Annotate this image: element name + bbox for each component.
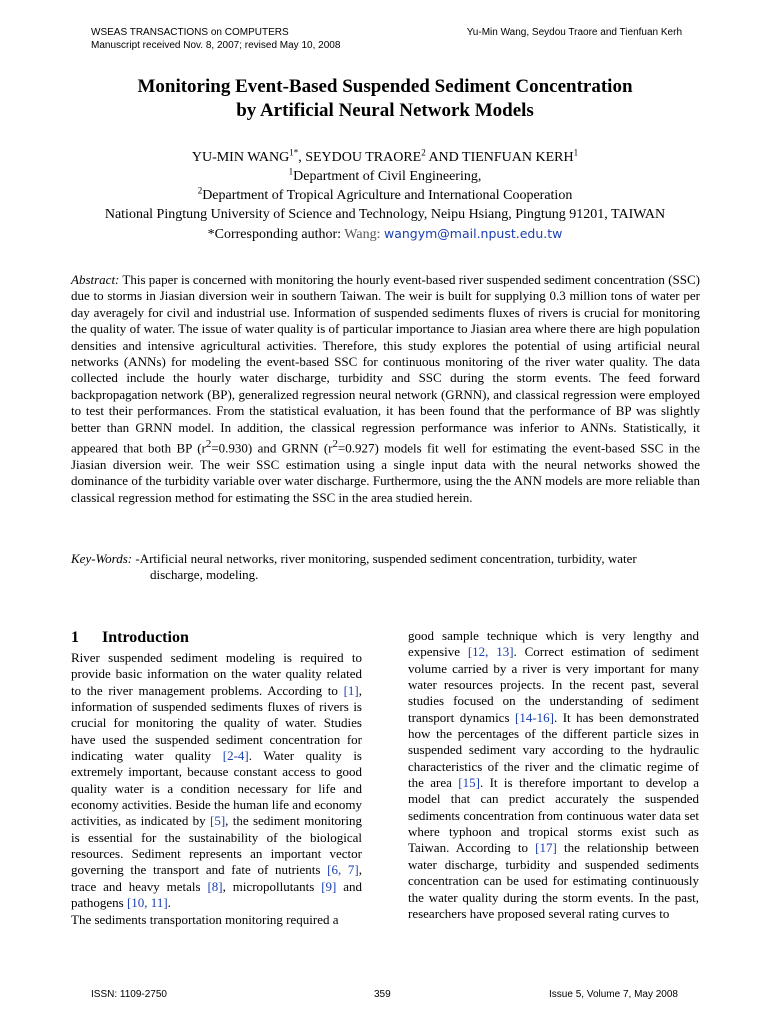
author-2: , SEYDOU TRAORE <box>298 150 422 165</box>
author-3-mark: 1 <box>573 147 579 158</box>
affiliation-2-mark: 2 <box>197 185 203 196</box>
body-text: the relationship between water discharge, turbidity and suspended sediments concentration can be used for estimating continuously the water quality during the storm events. In the past, researchers have proposed several rating curves to <box>408 840 699 921</box>
keywords-line-1 <box>71 551 700 567</box>
body-text: . It is therefore important to develop a model that can predict accurately the suspended sediments concentration from continuous water data set where typhoon and tropical storms exist such as Taiwan. According to <box>408 775 699 856</box>
intro-paragraph-1 <box>71 650 362 912</box>
corresponding-name: Wang: <box>344 227 384 242</box>
keywords-label: Key-Words: <box>71 551 133 566</box>
section-number: 1 <box>71 629 79 646</box>
citation-link[interactable]: [10, 11] <box>126 895 168 911</box>
abstract-text <box>71 272 700 506</box>
section-heading <box>71 628 362 648</box>
body-text: and pathogens <box>71 878 362 911</box>
footer-issue: Issue 5, Volume 7, May 2008 <box>549 989 678 1000</box>
citation-link[interactable]: [14-16] <box>515 709 554 725</box>
citation-link[interactable]: [17] <box>535 840 557 856</box>
author-3: AND TIENFUAN KERH <box>425 150 574 165</box>
paper-title <box>0 75 770 123</box>
author-1-mark: 1* <box>289 147 299 158</box>
abstract-sup-2: 2 <box>332 438 338 451</box>
author-1: YU-MIN WANG <box>191 150 290 165</box>
body-text: . Correct estimation of sediment volume carried by a river is very important for many water resources projects. In the recent past, several studies focused on the understanding of sediment transport dynamics <box>408 644 699 725</box>
citation-link[interactable]: [9] <box>321 878 337 894</box>
keywords-text-1: -Artificial neural networks, river monitoring, suspended sediment concentration, turbidity, water <box>132 551 637 566</box>
keywords-line-2: discharge, modeling. <box>150 567 259 583</box>
corresponding-label: *Corresponding author: <box>207 227 345 242</box>
corresponding-author <box>0 224 770 244</box>
abstract <box>71 272 700 506</box>
footer-issn: ISSN: 1109-2750 <box>91 989 167 1000</box>
citation-link[interactable]: [15] <box>458 775 480 791</box>
body-text: . Water quality is extremely important, because constant access to good quality water is a condition necessary for life and economy activities. Beside the human life and economy activities, as indicated by <box>71 748 362 829</box>
affiliation-1-text: Department of Civil Engineering, <box>293 169 482 184</box>
affiliation-2 <box>0 186 770 205</box>
intro-paragraph-continued <box>408 628 699 922</box>
received-date: Manuscript received Nov. 8, 2007; revised May 10, 2008 <box>91 40 341 51</box>
body-text: , trace and heavy metals <box>71 862 362 894</box>
affiliation-2-text: Department of Tropical Agriculture and International Cooperation <box>202 188 573 203</box>
right-column <box>408 628 699 922</box>
running-header-authors: Yu-Min Wang, Seydou Traore and Tienfuan Kerh <box>466 27 682 38</box>
body-text: , micropollutants <box>222 878 322 894</box>
footer-page-number: 359 <box>374 989 391 1000</box>
body-text: , the sediment monitoring is essential for the sustainability of the biological resources. Sediment represents an important vector governing the transport and fate of nutrients <box>71 813 362 878</box>
email-link[interactable]: wangym@mail.npust.edu.tw <box>383 226 563 241</box>
running-header-left <box>91 26 340 52</box>
body-text: , information of suspended sediments fluxes of rivers is crucial for monitoring the quality of water. Studies have used the suspended sediment concentration for indicating water quality <box>71 682 362 764</box>
left-column <box>71 628 362 928</box>
affiliation-3: National Pingtung University of Science and Technology, Neipu Hsiang, Pingtung 91201, TAIWAN <box>104 207 666 222</box>
citation-link[interactable]: [5] <box>209 813 226 829</box>
citation-link[interactable]: [1] <box>343 682 359 698</box>
body-text: . It has been demonstrated how the percentages of the different particle sizes in suspended sediment vary according to the hydraulic characteristics of the river and the climatic regime of the area <box>408 709 699 791</box>
abstract-label: Abstract: <box>71 272 120 287</box>
affiliation-1 <box>0 167 770 186</box>
abstract-sup-1: 2 <box>205 438 212 451</box>
author-2-mark: 2 <box>421 147 426 158</box>
citation-link[interactable]: [2-4] <box>222 748 249 764</box>
journal-name: WSEAS TRANSACTIONS on COMPUTERS <box>91 27 289 38</box>
title-line-2: by Artificial Neural Network Models <box>236 100 534 121</box>
abstract-part-2: =0.930) and GRNN (r <box>211 440 333 456</box>
abstract-part-1: This paper is concerned with monitoring the hourly event-based river suspended sediment concentration (SSC) due to storms in Jiasian diversion weir in southern Taiwan. The weir is built for supplying 0.3 million tons of water per day averagely for civil and industrial use. Information of suspended sediments fluxes of rivers is crucial for monitoring the quality of water. The issue of water quality is of particular importance to Jiasian area where there are high population densities and intensive agricultural activities. Therefore, this study explores the potential of using artificial neural networks (ANNs) for modeling the event-based SSC for continuous monitoring of the river water quality. The data collected include the hourly water discharge, turbidity and SSC during the storm events. The feed forward backpropagation network (BP), generalized regression neural network (GRNN), and classical regression were employed to test their performances. From the statistical evaluation, it has been found that the performance of BP was slightly better than GRNN model. In addition, the classical regression performance was inferior to ANNs. Statistically, it appeared that both BP (r <box>71 272 700 456</box>
citation-link[interactable]: [6, 7] <box>327 862 359 878</box>
section-title: Introduction <box>102 629 189 646</box>
author-line <box>0 148 770 167</box>
author-block <box>0 148 770 244</box>
title-line-1: Monitoring Event-Based Suspended Sediment Concentration <box>137 76 633 97</box>
body-text: good sample technique which is very lengthy and expensive <box>408 628 699 660</box>
citation-link[interactable]: [12, 13] <box>467 644 514 660</box>
body-text: . <box>167 895 171 911</box>
keywords <box>71 551 700 584</box>
body-text: River suspended sediment modeling is required to provide basic information on the water quality related to the river management problems. According to <box>71 650 362 698</box>
citation-link[interactable]: [8] <box>207 878 223 894</box>
intro-paragraph-2: The sediments transportation monitoring required a <box>71 911 339 927</box>
abstract-part-3: =0.927) models fit well for estimating the event-based SSC in the Jiasian diversion weir. The weir SSC estimation using a single input data with the neural networks showed the dominance of the turbidity variable over water discharge. Furthermore, using the the ANN models are more reliable than classical regression method for estimating the SSC in the area studied herein. <box>71 440 700 505</box>
affiliation-1-mark: 1 <box>288 166 294 177</box>
